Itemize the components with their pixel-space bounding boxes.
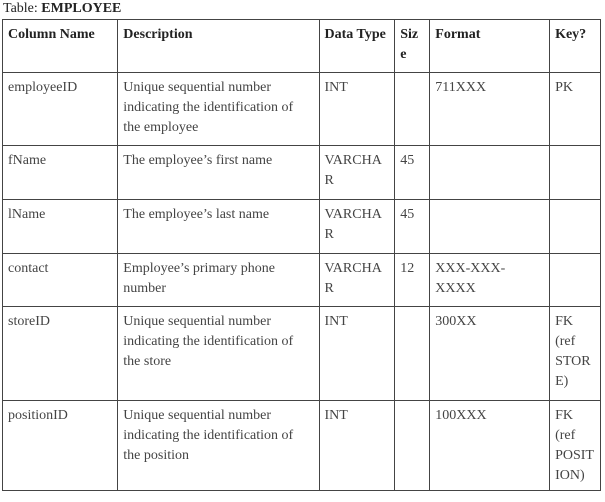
- caption-table-name: EMPLOYEE: [41, 1, 122, 16]
- table-row: [3, 146, 601, 200]
- cell-data-type: VARCHAR: [319, 254, 395, 307]
- cell-format: [430, 200, 550, 254]
- cell-data-type: VARCHAR: [319, 200, 395, 254]
- cell-description: Employee’s primary phone number: [118, 254, 319, 307]
- header-key: Key?: [550, 20, 601, 73]
- cell-size: 45: [395, 200, 430, 254]
- cell-format: XXX-XXX-XXXX: [430, 254, 550, 307]
- cell-key: PK: [550, 73, 601, 146]
- table-row: [3, 401, 601, 491]
- cell-key: FK (ref STORE): [550, 307, 601, 401]
- employee-table: [2, 19, 601, 491]
- cell-size: [395, 401, 430, 491]
- cell-column-name: contact: [3, 254, 118, 307]
- table-row: [3, 200, 601, 254]
- cell-size: [395, 73, 430, 146]
- cell-column-name: fName: [3, 146, 118, 200]
- header-data-type: Data Type: [319, 20, 395, 73]
- cell-data-type: INT: [319, 307, 395, 401]
- caption-prefix: Table:: [3, 1, 38, 16]
- cell-key: [550, 254, 601, 307]
- table-row: [3, 307, 601, 401]
- cell-size: 45: [395, 146, 430, 200]
- cell-key: [550, 200, 601, 254]
- cell-size: 12: [395, 254, 430, 307]
- cell-data-type: INT: [319, 73, 395, 146]
- cell-format: 711XXX: [430, 73, 550, 146]
- table-row: [3, 73, 601, 146]
- cell-column-name: positionID: [3, 401, 118, 491]
- header-description: Description: [118, 20, 319, 73]
- cell-description: Unique sequential number indicating the identification of the store: [118, 307, 319, 401]
- cell-format: [430, 146, 550, 200]
- cell-key: FK (ref POSITION): [550, 401, 601, 491]
- cell-description: Unique sequential number indicating the identification of the position: [118, 401, 319, 491]
- table-caption: [3, 0, 121, 18]
- cell-column-name: storeID: [3, 307, 118, 401]
- header-format: Format: [430, 20, 550, 73]
- cell-key: [550, 146, 601, 200]
- cell-column-name: employeeID: [3, 73, 118, 146]
- cell-description: The employee’s first name: [118, 146, 319, 200]
- cell-size: [395, 307, 430, 401]
- cell-data-type: VARCHAR: [319, 146, 395, 200]
- table-header-row: [3, 20, 601, 73]
- cell-description: The employee’s last name: [118, 200, 319, 254]
- cell-data-type: INT: [319, 401, 395, 491]
- cell-description: Unique sequential number indicating the identification of the employee: [118, 73, 319, 146]
- cell-format: 100XXX: [430, 401, 550, 491]
- cell-column-name: lName: [3, 200, 118, 254]
- header-column-name: Column Name: [3, 20, 118, 73]
- header-size: Size: [395, 20, 430, 73]
- table-row: [3, 254, 601, 307]
- cell-format: 300XX: [430, 307, 550, 401]
